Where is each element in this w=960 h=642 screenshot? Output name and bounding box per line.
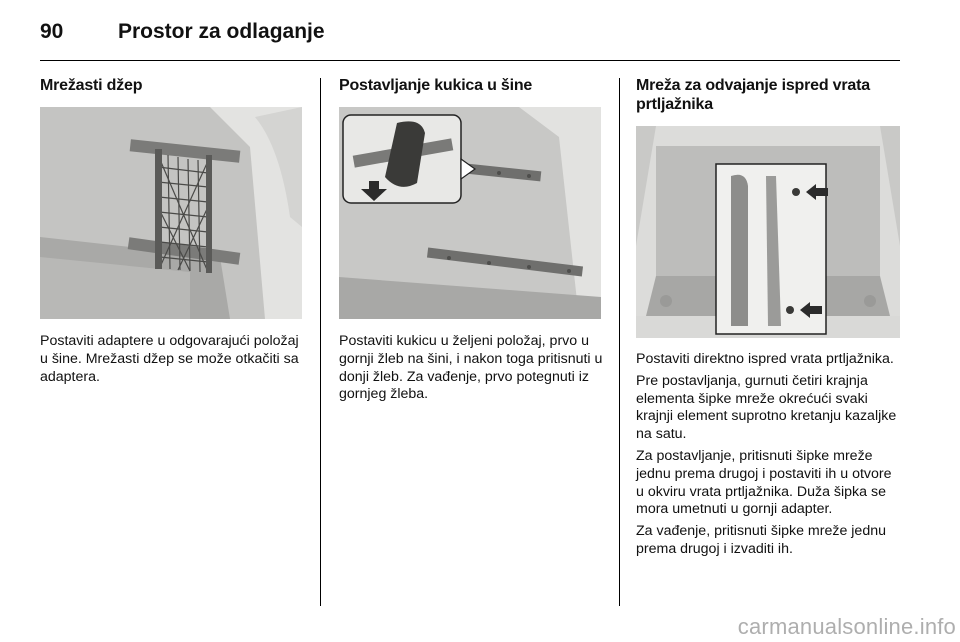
section-paragraph: Postaviti adaptere u odgovarajući položaj u šine. Mrežasti džep se može otkačiti sa adaptera. [40, 333, 299, 385]
page-number: 90 [40, 20, 64, 43]
section-separating-net [636, 76, 901, 559]
hooks-rails-illustration [339, 107, 601, 319]
section-hooks-rails [339, 76, 603, 404]
section-net-pocket [40, 76, 302, 386]
net-pocket-illustration [40, 107, 302, 319]
page-title: Prostor za odlaganje [118, 20, 325, 43]
section-paragraph: Pre postavljanja, gurnuti četiri krajnja elementa šipke mreže okrećući svaki krajnji element suprotno kretanju kazaljke na satu. [636, 372, 897, 443]
section-heading: Postavljanje kukica u šine [339, 77, 533, 94]
separating-net-illustration [636, 126, 900, 338]
section-paragraph: Postaviti direktno ispred vrata prtljažnika. [636, 351, 894, 367]
section-paragraph: Za postavljanje, pritisnuti šipke mreže jednu prema drugoj i postaviti ih u otvore u okviru vrata prtljažnika. Duža šipka se mora umetnuti u gornji adapter. [636, 447, 892, 518]
header-divider [40, 60, 900, 61]
watermark: carmanualsonline.info [737, 614, 956, 639]
section-paragraph: Postaviti kukicu u željeni položaj, prvo u gornji žleb na šini, i nakon toga pritisnuti u donji žleb. Za vađenje, prvo potegnuti iz gornjeg žleba. [339, 333, 603, 403]
section-heading: Mrežasti džep [40, 77, 143, 94]
column-divider-2 [619, 78, 620, 606]
section-paragraph: Za vađenje, pritisnuti šipke mreže jednu prema drugoj i izvaditi ih. [636, 523, 886, 557]
section-heading: Mreža za odvajanje ispred vrata prtljažnika [636, 77, 870, 113]
column-divider-1 [320, 78, 321, 606]
